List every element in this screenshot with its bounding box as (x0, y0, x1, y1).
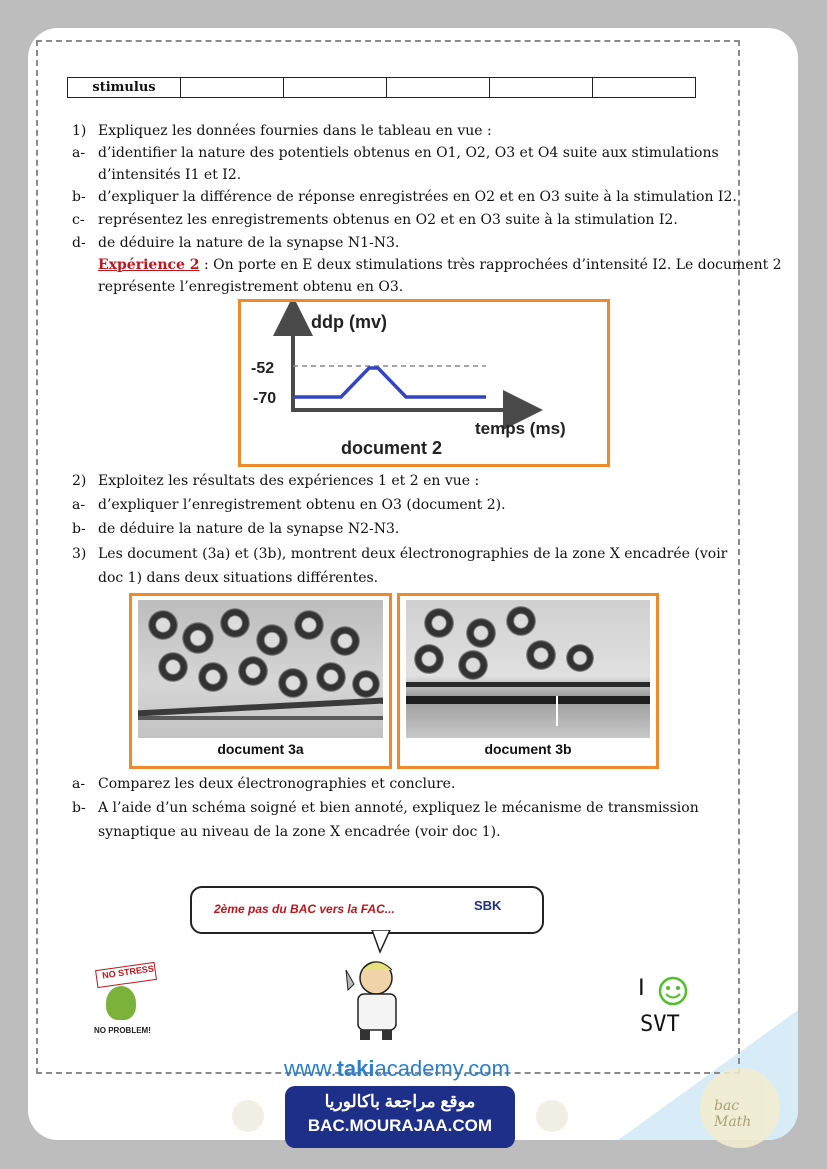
table-cell (181, 78, 284, 98)
question-number: 1) (72, 123, 87, 139)
promo-banner[interactable] (285, 1086, 515, 1148)
bac-math-watermark (700, 1068, 780, 1148)
item-letter: b- (72, 521, 86, 537)
caption-3a: document 3a (217, 741, 304, 757)
scientist-cartoon (332, 930, 416, 1042)
document-3b-figure (397, 593, 659, 769)
table-header-stimulus: stimulus (68, 78, 181, 98)
table-cell (284, 78, 387, 98)
item-text: d’expliquer l’enregistrement obtenu en O3 (document 2). (98, 497, 506, 513)
item-letter: d- (72, 235, 86, 251)
table-cell (490, 78, 593, 98)
document-2-graph (241, 302, 607, 464)
sbk-logo: SBK (474, 898, 502, 913)
smiley-icon (658, 976, 688, 1006)
item-text: de déduire la nature de la synapse N2-N3. (98, 521, 400, 537)
question-2a (72, 494, 752, 516)
question-1c (72, 209, 752, 231)
experience-2 (98, 254, 782, 298)
speech-bubble (190, 886, 544, 934)
item-text: d’expliquer la différence de réponse enregistrées en O2 et en O3 suite à la stimulation I2. (98, 189, 737, 205)
item-letter: b- (72, 189, 86, 205)
question-3 (72, 543, 752, 589)
question-text: Expliquez les données fournies dans le tableau en vue : (98, 123, 492, 139)
item-letter: b- (72, 800, 86, 816)
question-1d (72, 232, 752, 254)
promo-badge-right (536, 1100, 568, 1132)
site-bold: taki (336, 1056, 375, 1081)
no-stress-logo (94, 963, 160, 1038)
question-1a (72, 142, 752, 186)
item-letter: c- (72, 212, 85, 228)
item-letter: a- (72, 497, 86, 513)
question-1 (72, 120, 752, 142)
item-text-line1: A l’aide d’un schéma soigné et bien annoté, expliquez le mécanisme de transmission (98, 800, 699, 816)
bac-math-text: bac Math (714, 1098, 752, 1130)
document-2-figure (238, 299, 610, 467)
question-text-line2: doc 1) dans deux situations différentes. (98, 570, 379, 586)
question-2 (72, 470, 752, 492)
item-letter: a- (72, 776, 86, 792)
potential-trace (293, 368, 486, 397)
item-text: de déduire la nature de la synapse N1-N3. (98, 235, 400, 251)
table-cell (387, 78, 490, 98)
caption-3b: document 3b (484, 741, 572, 757)
question-1b (72, 186, 752, 208)
question-text: Exploitez les résultats des expériences 1 et 2 en vue : (98, 473, 480, 489)
graph-xlabel: temps (ms) (475, 419, 566, 438)
svt-i: I (638, 974, 645, 1001)
experience-text-line1: : On porte en E deux stimulations très rapprochées d’intensité I2. Le document 2 (199, 257, 782, 273)
i-love-svt-logo (636, 974, 700, 1044)
site-pre: www. (284, 1056, 337, 1081)
site-post: academy.com (374, 1056, 510, 1081)
question-number: 2) (72, 473, 87, 489)
promo-url: BAC.MOURAJAA.COM (307, 1116, 493, 1135)
experience-label: Expérience 2 (98, 257, 200, 273)
graph-caption: document 2 (341, 438, 443, 458)
question-3b (72, 797, 752, 843)
question-2b (72, 518, 752, 540)
item-text-line1: d’identifier la nature des potentiels obtenus en O1, O2, O3 et O4 suite aux stimulations (98, 145, 719, 161)
bubble-text: 2ème pas du BAC vers la FAC... (214, 902, 395, 916)
electronograph-3a (138, 600, 383, 738)
item-text-line2: synaptique au niveau de la zone X encadrée (voir doc 1). (98, 824, 501, 840)
graph-ylabel: ddp (mv) (311, 312, 387, 332)
stimulus-table (67, 77, 696, 98)
website-url[interactable] (284, 1056, 510, 1082)
electronograph-3b (406, 600, 650, 738)
tick-minus-70: -70 (253, 390, 277, 407)
promo-badge-left (232, 1100, 264, 1132)
promo-arabic: موقع مراجعة باكالوريا (324, 1092, 476, 1111)
item-text: Comparez les deux électronographies et conclure. (98, 776, 456, 792)
item-text: représentez les enregistrements obtenus en O2 et en O3 suite à la stimulation I2. (98, 212, 678, 228)
item-letter: a- (72, 145, 86, 161)
question-3a (72, 773, 752, 795)
question-text-line1: Les document (3a) et (3b), montrent deux électronographies de la zone X encadrée (voir (98, 546, 728, 562)
experience-text-line2: représente l’enregistrement obtenu en O3. (98, 279, 404, 295)
tick-minus-52: -52 (251, 360, 275, 377)
item-text-line2: d’intensités I1 et I2. (98, 167, 242, 183)
no-stress-text: NO STRESS (101, 963, 155, 981)
table-cell (593, 78, 696, 98)
document-3a-figure (129, 593, 392, 769)
question-number: 3) (72, 546, 87, 562)
svt-text: SVT (640, 1012, 680, 1037)
no-problem-text: NO PROBLEM! (94, 1026, 151, 1035)
